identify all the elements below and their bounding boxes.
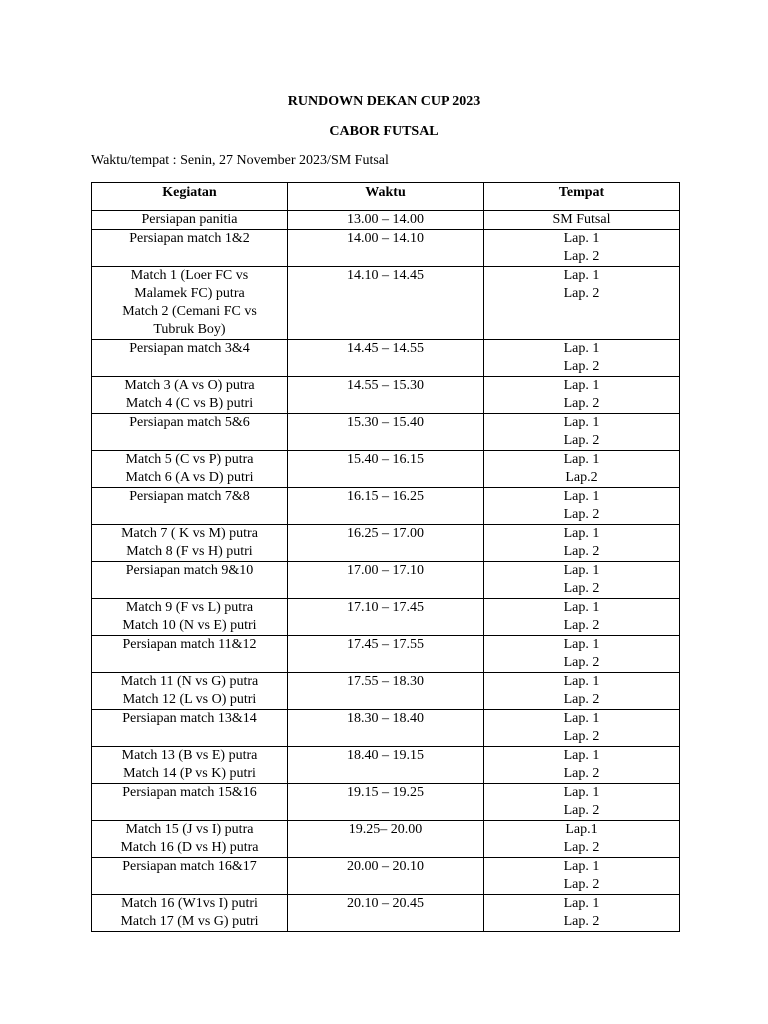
tempat-line: Lap. 1 — [563, 674, 600, 689]
cell-tempat — [484, 488, 680, 525]
tempat-line: Lap. 1 — [563, 341, 600, 356]
tempat-line: Lap. 1 — [563, 785, 600, 800]
cell-waktu: 14.45 – 14.55 — [288, 340, 484, 377]
cell-waktu: 14.00 – 14.10 — [288, 230, 484, 267]
cell-waktu: 16.15 – 16.25 — [288, 488, 484, 525]
cell-waktu: 18.30 – 18.40 — [288, 710, 484, 747]
kegiatan-line: Match 14 (P vs K) putri — [123, 766, 256, 781]
cell-tempat — [484, 858, 680, 895]
cell-waktu: 14.10 – 14.45 — [288, 267, 484, 340]
kegiatan-line: Match 2 (Cemani FC vs — [122, 304, 257, 319]
cell-tempat — [484, 211, 680, 230]
kegiatan-line: Match 17 (M vs G) putri — [120, 914, 259, 929]
tempat-line: Lap. 1 — [563, 526, 600, 541]
table-row — [92, 451, 680, 488]
table-header-row — [92, 183, 680, 211]
kegiatan-line: Match 16 (D vs H) putra — [120, 840, 259, 855]
cell-waktu: 17.10 – 17.45 — [288, 599, 484, 636]
kegiatan-line: Match 15 (J vs I) putra — [125, 822, 254, 837]
cell-tempat — [484, 710, 680, 747]
cell-tempat — [484, 267, 680, 340]
kegiatan-line: Persiapan match 15&16 — [122, 785, 257, 800]
cell-kegiatan — [92, 525, 288, 562]
tempat-line: Lap. 2 — [563, 396, 600, 411]
table-row — [92, 673, 680, 710]
cell-kegiatan — [92, 636, 288, 673]
cell-waktu: 17.55 – 18.30 — [288, 673, 484, 710]
kegiatan-line: Match 5 (C vs P) putra — [125, 452, 254, 467]
cell-tempat — [484, 414, 680, 451]
table-row — [92, 710, 680, 747]
tempat-line: Lap. 2 — [563, 729, 600, 744]
cell-kegiatan — [92, 562, 288, 599]
tempat-line: Lap. 1 — [563, 452, 600, 467]
tempat-line: Lap. 2 — [563, 692, 600, 707]
cell-tempat — [484, 784, 680, 821]
kegiatan-line: Match 13 (B vs E) putra — [121, 748, 258, 763]
header-waktu: Waktu — [288, 183, 484, 211]
kegiatan-line: Persiapan match 13&14 — [122, 711, 257, 726]
tempat-line: Lap. 2 — [563, 877, 600, 892]
tempat-line: Lap. 2 — [563, 359, 600, 374]
table-row — [92, 488, 680, 525]
table-row — [92, 377, 680, 414]
table-row — [92, 340, 680, 377]
cell-tempat — [484, 525, 680, 562]
kegiatan-line: Match 16 (W1vs I) putri — [121, 896, 258, 911]
tempat-line: Lap. 2 — [563, 581, 600, 596]
table-row — [92, 230, 680, 267]
cell-waktu: 15.40 – 16.15 — [288, 451, 484, 488]
kegiatan-line: Persiapan match 16&17 — [122, 859, 257, 874]
kegiatan-line: Match 6 (A vs D) putri — [125, 470, 254, 485]
tempat-line: Lap. 1 — [563, 415, 600, 430]
header-kegiatan: Kegiatan — [92, 183, 288, 211]
document-title: RUNDOWN DEKAN CUP 2023 — [287, 94, 481, 109]
kegiatan-line: Match 12 (L vs O) putri — [122, 692, 257, 707]
kegiatan-line: Persiapan panitia — [141, 212, 238, 227]
kegiatan-line: Match 8 (F vs H) putri — [126, 544, 253, 559]
kegiatan-line: Persiapan match 1&2 — [129, 231, 250, 246]
table-row — [92, 267, 680, 340]
table-row — [92, 821, 680, 858]
table-row — [92, 211, 680, 230]
cell-waktu: 14.55 – 15.30 — [288, 377, 484, 414]
tempat-line: Lap. 2 — [563, 655, 600, 670]
tempat-line: Lap.2 — [565, 470, 598, 485]
cell-waktu: 20.10 – 20.45 — [288, 895, 484, 932]
kegiatan-line: Persiapan match 3&4 — [129, 341, 250, 356]
table-row — [92, 525, 680, 562]
tempat-line: Lap. 1 — [563, 711, 600, 726]
tempat-line: Lap. 1 — [563, 268, 600, 283]
document-subtitle: CABOR FUTSAL — [329, 124, 439, 139]
cell-kegiatan — [92, 599, 288, 636]
tempat-line: Lap. 2 — [563, 803, 600, 818]
table-row — [92, 636, 680, 673]
tempat-line: Lap. 1 — [563, 896, 600, 911]
cell-kegiatan — [92, 784, 288, 821]
cell-waktu: 17.00 – 17.10 — [288, 562, 484, 599]
cell-tempat — [484, 451, 680, 488]
cell-kegiatan — [92, 340, 288, 377]
cell-kegiatan — [92, 414, 288, 451]
kegiatan-line: Persiapan match 11&12 — [122, 637, 257, 652]
tempat-line: Lap. 1 — [563, 859, 600, 874]
tempat-line: Lap. 1 — [563, 600, 600, 615]
tempat-line: Lap. 2 — [563, 507, 600, 522]
tempat-line: Lap.1 — [565, 822, 598, 837]
cell-tempat — [484, 230, 680, 267]
cell-kegiatan — [92, 451, 288, 488]
table-row — [92, 895, 680, 932]
kegiatan-line: Persiapan match 5&6 — [129, 415, 250, 430]
cell-tempat — [484, 340, 680, 377]
tempat-line: Lap. 2 — [563, 766, 600, 781]
cell-kegiatan — [92, 377, 288, 414]
time-place-line: Waktu/tempat : Senin, 27 November 2023/SM Futsal — [91, 153, 389, 168]
table-row — [92, 747, 680, 784]
cell-tempat — [484, 599, 680, 636]
cell-tempat — [484, 895, 680, 932]
table-row — [92, 858, 680, 895]
cell-kegiatan — [92, 267, 288, 340]
cell-kegiatan — [92, 710, 288, 747]
tempat-line: Lap. 1 — [563, 563, 600, 578]
cell-kegiatan — [92, 211, 288, 230]
tempat-line: Lap. 2 — [563, 618, 600, 633]
cell-waktu: 15.30 – 15.40 — [288, 414, 484, 451]
tempat-line: Lap. 2 — [563, 840, 600, 855]
table-row — [92, 599, 680, 636]
cell-waktu: 19.25– 20.00 — [288, 821, 484, 858]
cell-kegiatan — [92, 488, 288, 525]
kegiatan-line: Match 11 (N vs G) putra — [120, 674, 259, 689]
cell-kegiatan — [92, 230, 288, 267]
tempat-line: Lap. 1 — [563, 231, 600, 246]
cell-tempat — [484, 747, 680, 784]
table-row — [92, 784, 680, 821]
cell-tempat — [484, 673, 680, 710]
kegiatan-line: Match 3 (A vs O) putra — [124, 378, 255, 393]
tempat-line: Lap. 2 — [563, 286, 600, 301]
tempat-line: SM Futsal — [552, 212, 611, 227]
tempat-line: Lap. 2 — [563, 544, 600, 559]
tempat-line: Lap. 1 — [563, 637, 600, 652]
kegiatan-line: Malamek FC) putra — [134, 286, 245, 301]
cell-waktu: 18.40 – 19.15 — [288, 747, 484, 784]
tempat-line: Lap. 1 — [563, 378, 600, 393]
cell-tempat — [484, 377, 680, 414]
tempat-line: Lap. 2 — [563, 914, 600, 929]
kegiatan-line: Tubruk Boy) — [153, 322, 226, 337]
cell-tempat — [484, 636, 680, 673]
rundown-table — [91, 182, 680, 932]
cell-tempat — [484, 562, 680, 599]
table-row — [92, 562, 680, 599]
kegiatan-line: Match 10 (N vs E) putri — [122, 618, 257, 633]
cell-waktu: 13.00 – 14.00 — [288, 211, 484, 230]
kegiatan-line: Match 7 ( K vs M) putra — [121, 526, 258, 541]
kegiatan-line: Persiapan match 9&10 — [125, 563, 254, 578]
cell-kegiatan — [92, 673, 288, 710]
cell-tempat — [484, 821, 680, 858]
cell-kegiatan — [92, 747, 288, 784]
tempat-line: Lap. 1 — [563, 489, 600, 504]
kegiatan-line: Match 4 (C vs B) putri — [125, 396, 254, 411]
tempat-line: Lap. 2 — [563, 249, 600, 264]
cell-waktu: 16.25 – 17.00 — [288, 525, 484, 562]
cell-waktu: 20.00 – 20.10 — [288, 858, 484, 895]
table-row — [92, 414, 680, 451]
tempat-line: Lap. 2 — [563, 433, 600, 448]
table-body — [92, 211, 680, 932]
header-tempat: Tempat — [484, 183, 680, 211]
cell-waktu: 19.15 – 19.25 — [288, 784, 484, 821]
kegiatan-line: Match 1 (Loer FC vs — [130, 268, 249, 283]
tempat-line: Lap. 1 — [563, 748, 600, 763]
cell-kegiatan — [92, 895, 288, 932]
cell-kegiatan — [92, 858, 288, 895]
kegiatan-line: Match 9 (F vs L) putra — [125, 600, 254, 615]
kegiatan-line: Persiapan match 7&8 — [129, 489, 250, 504]
cell-waktu: 17.45 – 17.55 — [288, 636, 484, 673]
cell-kegiatan — [92, 821, 288, 858]
